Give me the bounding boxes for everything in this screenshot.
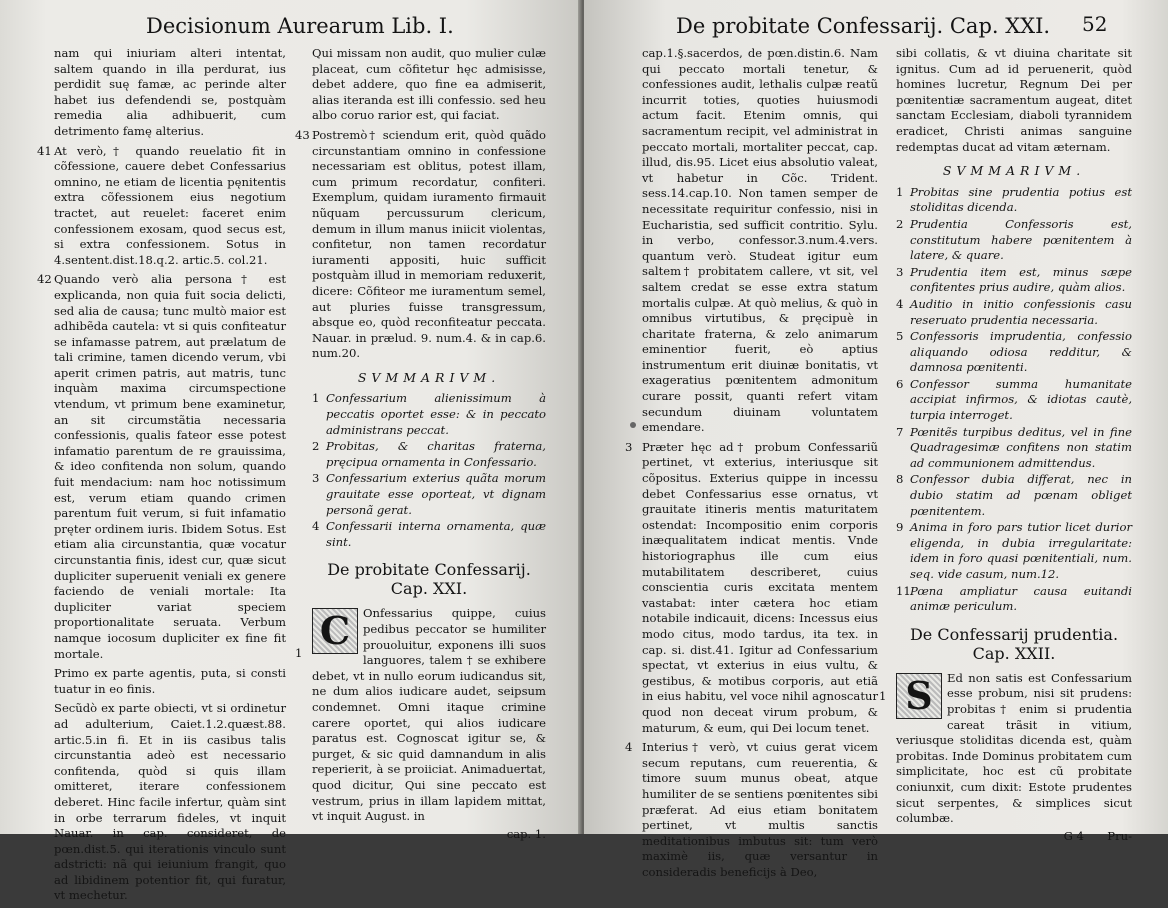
summarium-number: 8 <box>896 472 904 487</box>
summarium-item <box>896 264 1132 296</box>
summarium-text: Prudentia item est, minus sæpe confitentes prius audire, quàm alios. <box>910 264 1132 295</box>
margin-number: 3 <box>625 439 633 454</box>
summarium-number: 4 <box>896 296 904 311</box>
left-summarium-title: SVMMARIVM. <box>357 369 501 385</box>
paragraph <box>54 666 286 697</box>
summarium-text: Confessarium alienissimum à peccatis oportet esse: & in peccato administrans peccat. <box>326 391 546 437</box>
paragraph <box>54 701 286 904</box>
margin-number: 4 <box>625 740 633 755</box>
summarium-number: 1 <box>896 184 904 199</box>
paragraph-text: nam qui iniuriam alteri intentat, saltem quando in illa perdurat, ius perdidit suę famæ, ac perinde alter habet ius defendendi se, postquàm remedia alia adhibuerit, cum detrimento famę alterius. <box>54 46 286 138</box>
left-col2-paragraphs <box>295 46 546 362</box>
left-chapter-body <box>295 606 546 824</box>
summarium-text: Confessarii interna ornamenta, quæ sint. <box>326 519 546 549</box>
summarium-item <box>896 376 1132 424</box>
summarium-item <box>896 329 1132 376</box>
left-chapter-cap: Cap. XXI. <box>390 579 468 599</box>
margin-number: 42 <box>37 272 52 287</box>
left-chapter-heading <box>312 560 546 598</box>
right-summarium-title: SVMMARIVM. <box>942 163 1086 179</box>
summarium-number: 7 <box>896 424 904 439</box>
summarium-text: Probitas sine prudentia potius est stoliditas dicenda. <box>910 184 1132 215</box>
summarium-number: 5 <box>896 329 904 344</box>
margin-number: 41 <box>37 143 52 158</box>
right-folio-number: 52 <box>1082 12 1108 36</box>
paragraph <box>312 46 546 124</box>
left-chapter-title: De probitate Confessarij. <box>327 560 531 580</box>
summarium-text: Anima in foro pars tutior licet durior eligenda, in dubia irregularitate: idem in foro quasi pœnitentiali, num. seq. vide casum, num.12. <box>910 520 1132 581</box>
summarium-item <box>896 472 1132 519</box>
summarium-item <box>312 471 546 518</box>
summarium-text: Prudentia Confessoris est, constitutum habere pœnitentem à latere, & quare. <box>910 216 1132 263</box>
summarium-text: Probitas, & charitas fraterna, pręcipua ornamenta in Confessario. <box>326 439 546 469</box>
paragraph <box>37 272 286 662</box>
paragraph-text: Postremò† sciendum erit, quòd quãdo circunstantiam omnino in confessione necessariam est oblitus, potest illam, cum primum recordatur, confiteri. Exemplum, quidam iuramento firmauit nũquam percussurum clericum, demum in illum manus iniicit violentas, confitetur, non tamen recordatur iuramenti appositi, huic sufficit postquàm illud in memoriam reduxerit, dicere: Cõfiteor me iuramentum semel, aut pluries fuisse transgressum, absque eo, quòd reconfiteatur peccata. Nauar. in prælud. 9. num.4. & in cap.6. num.20. <box>312 127 546 361</box>
summarium-number: 2 <box>896 216 904 231</box>
summarium-number: 4 <box>312 519 320 534</box>
paragraph-text: At verò,† quando reuelatio fit in cõfessione, cauere debet Confessarius omnino, ne etiam de licentia pęnitentis extra cõfessionem eius negotium tractet, aut reuelet: faceret enim confessionem exosam, quod secus est, si extra confessionem. Sotus in 4.sentent.dist.18.q.2. artic.5. col.21. <box>54 143 286 267</box>
right-dropcap: S <box>896 673 942 719</box>
paragraph-text: Prӕter hęc ad† probum Confessariũ pertinet, vt exterius, interiusque sit cõpositus. Exterius quippe in incessu debet Confessarius esse ornatus, vt grauitate itineris mentis maturitatem ostendat: Incompositio enim corporis inæqualitatem indicat mentis. Vnde historiographus ille cum eius mutabilitatem describeret, cuius conscientia curis excitata mentem vastabat: inter cætera hoc etiam notabile indicauit, dicens: Incessus eius modo citus, modo tardus, ita tex. in cap. si. dist.41. Igitur ad Confessarium spectat, vt exterius in eius vultu, & gestibus, & motibus corporis, aut etiã in eius habitu, vel voce nihil agnoscatur quod non deceat virum probum, & maturum, & eum, qui Dei locum tenet. <box>642 439 878 735</box>
paragraph-text: Secũdò ex parte obiecti, vt si ordinetur ad adulterium, Caiet.1.2.quæst.88. artic.5.in fi. Et in iis casibus talis circunstantia adeò est necessario confitenda, quòd si quis illam omitteret, iterare confessionem deberet. Hinc facile infertur, quàm sint in orbe terrarum fideles, vt inquit Nauar. in cap. consideret, de pœn.dist.5. qui iterationis vinculo sunt adstricti: nã qui ieiunium frangit, quo ad libidinem potentior fit, qui furatur, vt mechetur. <box>54 701 286 903</box>
left-summarium-list <box>312 391 546 550</box>
right-col1-paragraphs <box>625 46 878 880</box>
paragraph <box>37 143 286 269</box>
right-footer-line <box>896 829 1132 845</box>
right-page <box>584 0 1168 879</box>
summarium-text: Confessarium exterius quãta morum grauitate esse oporteat, vt dignam personã gerat. <box>326 471 546 517</box>
paragraph <box>642 46 878 436</box>
summarium-item <box>312 439 546 470</box>
summarium-item <box>896 520 1132 582</box>
paragraph <box>625 439 878 736</box>
paragraph-text: Interius† verò, vt cuius gerat vicem secum reputans, cum reuerentia, & timore suum munus obeat, atque humiliter de se sentiens pœnitentes sibi præferat. Ad eius etiam bonitatem pertinet, vt multis sanctis meditationibus imbutus sit: tum verò maximè iis, quæ versantur in consideradis beneficijs à Deo, <box>642 740 878 879</box>
summarium-number: 3 <box>312 471 320 486</box>
summarium-number: 9 <box>896 520 904 535</box>
left-chapter-margin-number: 1 <box>295 646 303 661</box>
summarium-number: 1 <box>312 391 320 406</box>
paragraph-text: Primo ex parte agentis, puta, si consti tuatur in eo finis. <box>54 666 286 696</box>
right-chapter-margin-number: 1 <box>879 688 887 703</box>
summarium-item <box>896 216 1132 264</box>
summarium-number: 2 <box>312 439 320 454</box>
ink-spot-mark <box>630 422 636 428</box>
paragraph <box>54 46 286 140</box>
right-chapter-cap: Cap. XXII. <box>972 643 1056 663</box>
summarium-text: Confessor dubia differat, nec in dubio statim ad pœnam obliget pœnitentem. <box>910 472 1132 518</box>
left-col1-paragraphs <box>37 46 286 904</box>
summarium-text: Pœna ampliatur causa euitandi animæ periculum. <box>910 583 1132 614</box>
summarium-item <box>896 583 1132 615</box>
summarium-number: 6 <box>896 376 904 391</box>
left-column-2 <box>295 46 546 842</box>
right-column-1 <box>625 46 878 884</box>
summarium-item <box>896 184 1132 216</box>
left-catchword: cap. 1. <box>506 826 546 841</box>
summarium-text: Auditio in initio confessionis casu reseruato prudentia necessaria. <box>910 296 1132 327</box>
left-running-header: Decisionum Aurearum Lib. I. <box>146 14 454 38</box>
right-chapter-text: Ed non satis est Confessarium esse probum, nisi sit prudens: probitas† enim si prudentia careat trãsit in vitium, veriusque stoliditas dicenda est, quàm probitas. Inde Dominus probitatem cum simplicitate, hoc est cũ probitate coniunxit, cum dixit: Estote prudentes sicut serpentes, & simplices sicut columbæ. <box>896 670 1132 826</box>
summarium-item <box>896 296 1132 328</box>
summarium-text: Confessor summa humanitate accipiat infirmos, & idiotas cautè, turpia interroget. <box>910 376 1132 423</box>
paragraph <box>625 740 878 880</box>
left-dropcap: C <box>312 608 358 654</box>
margin-number: 43 <box>295 127 310 142</box>
right-chapter-heading <box>896 625 1132 663</box>
paragraph-text: Qui missam non audit, quo mulier culæ placeat, cum cõfitetur hęc admisisse, debet addere, quo fine ea admiserit, alias iteranda est illi confessio. sed heu albo coruo rarior est, qui faciat. <box>312 46 546 123</box>
right-summarium-list <box>896 185 1132 615</box>
summarium-text: Pœnitẽs turpibus deditus, vel in fine Quadragesimæ confitens non statim ad communionem admittendus. <box>910 424 1132 470</box>
left-chapter-text: Onfessarius quippe, cuius pedibus peccator se humiliter prouoluitur, exponens illi suos languores, talem † se exhibere debet, vt in nullo eorum iudicandus sit, ne dum alios iudicare audet, seipsum condemnet. Omni itaque crimine carere oportet, qui alios iudicare paratus est. Cognoscat igitur se, & purget, & sic quid damnandum in alis reperierit, à se proiiciat. Animaduertat, quod dicitur, Qui sine peccato est vestrum, prius in illam lapidem mittat, vt inquit August. in <box>312 606 546 824</box>
summarium-item <box>896 424 1132 472</box>
summarium-text: Confessoris imprudentia, confessio aliquando odiosa redditur, & damnosa pœnitenti. <box>910 329 1132 375</box>
summarium-item <box>312 391 546 438</box>
summarium-item <box>312 519 546 550</box>
right-signature: G 4 <box>1063 828 1084 843</box>
right-chapter-title: De Confessarij prudentia. <box>909 624 1119 644</box>
paragraph-text: Quando verò alia persona† est explicanda, non quia fuit socia delicti, sed alia de causa; tunc multò maior est adhibẽda cautela: vt si quis confiteatur se infamasse patrem, aut prælatum de tali crimine, tamen dicendo verum, vbi aperit crimen patris, aut matris, tunc inquàm maxima circumspectione vtendum, vt primum bene examinetur, an sit circumstãtia necessaria confessionis, qualis fateor esse potest infamatio parentum de re grauissima, & ideo confitenda non solum, quando fuit mendacium: nam hoc notissimum est, verum etiam quando crimen parentum fuit verum, si fuit infamatio pręter ordinem iuris. Ibidem Sotus. Est etiam alia circunstantia, quæ vocatur circunstantia finis, idest cur, quæ sicut dupliciter superuenit veniali ex genere faciendo de veniali mortale: Ita dupliciter variat speciem proportionalitate seruata. Verbum namque iocosum dupliciter ex fine fit mortale. <box>54 272 286 661</box>
right-running-header: De probitate Confessarij. Cap. XXI. <box>676 14 1051 38</box>
summarium-number: 3 <box>896 264 904 279</box>
right-catchword: Pru- <box>1107 828 1132 843</box>
left-page <box>0 0 582 903</box>
right-column-2 <box>879 46 1132 844</box>
summarium-number: 11 <box>896 583 911 598</box>
paragraph-text: cap.1.§.sacerdos, de pœn.distin.6. Nam qui peccato mortali tenetur, & confessiones audit, lethalis culpæ reatũ incurrit toties, quoties huiusmodi actum facit. Etenim omnis, qui sacramentum recipit, vel administrat in peccato mortali, mortaliter peccat, cap. illud, dis.95. Licet eius absolutio valeat, vt habetur in Cõc. Trident. sess.14.cap.10. Non tamen semper de necessitate requiritur confessio, nisi in Eucharistia, sed sufficit contritio. Sylu. in verbo, confessor.3.num.4.vers. quantum verò. Studeat igitur eum saltem† probitatem callere, vt sit, vel saltem credat se esse extra statum mortalis culpæ. At quò melius, & quò in omnibus virtutibus, & pręcipuè in charitate fraterna, & zelo animarum eminentior fuerit, eò aptius instrumentum erit diuinæ bonitatis, vt exageratius pœnitentem admonitum curare possit, quanti refert vitam secundum diuinam voluntatem emendare. <box>642 46 878 435</box>
left-column-1 <box>37 46 286 908</box>
paragraph <box>295 127 546 362</box>
right-col2-continuation: sibi collatis, & vt diuina charitate sit ignitus. Cum ad id peruenerit, quòd homines lucretur, Regnum Dei per pœnitentiæ sacramentum augeat, ditet sanctam Ecclesiam, diaboli tyrannidem eradicet, Christi animas sanguine redemptas ducat ad vitam æternam. <box>896 46 1132 154</box>
right-chapter-body <box>879 670 1132 827</box>
